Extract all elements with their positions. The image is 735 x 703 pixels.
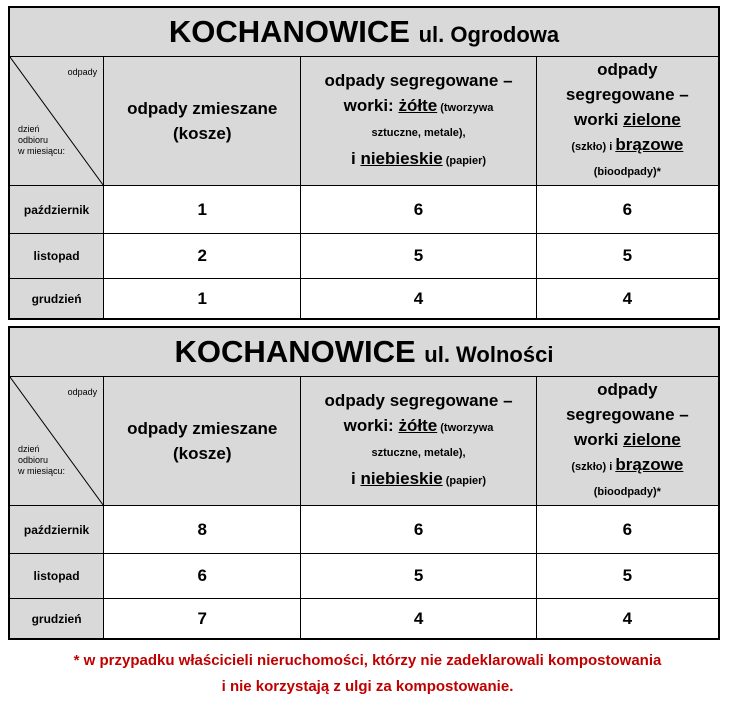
value-cell: 4 (536, 279, 718, 319)
col2-line4a: i (351, 469, 361, 488)
footnote-line-2: i nie korzystają z ulgi za kompostowanie. (221, 678, 514, 695)
col2-line4a: i (350, 149, 361, 168)
value-cell: 4 (301, 599, 536, 639)
col2-line3: sztuczne, metale), (371, 127, 466, 139)
title-sub: ul. Wolności (424, 342, 554, 367)
corner-top-label: odpady (67, 387, 98, 397)
value-cell: 7 (104, 599, 301, 639)
corner-bottom-label-1: dzień (18, 444, 40, 454)
col2-line2b: żółte (398, 96, 438, 115)
footnote (0, 648, 735, 700)
col-header-mixed (104, 57, 301, 186)
col3-line3a: worki (573, 110, 624, 129)
month-cell: listopad (10, 554, 104, 599)
schedule-table-wolnosci (8, 326, 720, 640)
col1-line1: odpady zmieszane (127, 419, 278, 438)
col3-line3a: worki (573, 430, 624, 449)
month-cell: październik (10, 506, 104, 554)
value-cell: 4 (301, 279, 536, 319)
month-cell: listopad (10, 234, 104, 279)
col2-line4b: niebieskie (360, 469, 443, 488)
col2-line2a: worki: (343, 96, 399, 115)
value-cell: 6 (536, 506, 718, 554)
corner-header (10, 57, 104, 186)
schedule-table-ogrodowa (8, 6, 720, 320)
corner-top-label: odpady (67, 67, 98, 77)
table-row (10, 234, 719, 279)
col-header-segregated-green-brown (536, 377, 718, 506)
value-cell: 6 (301, 186, 536, 234)
table-row (10, 279, 719, 319)
col1-line1: odpady zmieszane (127, 99, 278, 118)
col3-line5: (bioodpady)* (593, 166, 661, 178)
col-header-mixed (104, 377, 301, 506)
corner-bottom-label-2: odbioru (18, 455, 49, 465)
table-title (10, 328, 719, 377)
month-cell: październik (10, 186, 104, 234)
table-row (10, 599, 719, 639)
col-header-segregated-green-brown (536, 57, 718, 186)
col3-line2: segregowane – (565, 405, 689, 424)
col2-line4b: niebieskie (360, 149, 443, 168)
table-row (10, 554, 719, 599)
corner-bottom-label-1: dzień (18, 124, 40, 134)
table-title (10, 8, 719, 57)
table-row (10, 186, 719, 234)
col3-line2: segregowane – (565, 85, 689, 104)
col2-line2c: (tworzywa (437, 422, 494, 434)
col2-line3: sztuczne, metale), (371, 447, 466, 459)
month-cell: grudzień (10, 279, 104, 319)
col2-line1: odpady segregowane – (324, 71, 513, 90)
month-cell: grudzień (10, 599, 104, 639)
corner-header (10, 377, 104, 506)
value-cell: 8 (104, 506, 301, 554)
col3-line1: odpady (597, 60, 658, 79)
col3-line3b: zielone (623, 430, 681, 449)
value-cell: 6 (104, 554, 301, 599)
corner-bottom-label-2: odbioru (18, 135, 49, 145)
value-cell: 5 (301, 234, 536, 279)
value-cell: 6 (301, 506, 536, 554)
value-cell: 5 (301, 554, 536, 599)
col1-line2: (kosze) (172, 444, 232, 463)
col3-line3b: zielone (623, 110, 681, 129)
col2-line2a: worki: (343, 416, 399, 435)
col2-line4c: (papier) (442, 155, 487, 167)
value-cell: 6 (536, 186, 718, 234)
col3-line4a: (szkło) i (571, 461, 616, 473)
table-row (10, 506, 719, 554)
value-cell: 1 (104, 279, 301, 319)
title-main: KOCHANOWICE (168, 14, 410, 49)
col2-line1: odpady segregowane – (324, 391, 513, 410)
col3-line4b: brązowe (615, 135, 684, 154)
value-cell: 1 (104, 186, 301, 234)
col3-line4b: brązowe (615, 455, 684, 474)
col3-line1: odpady (597, 380, 658, 399)
value-cell: 2 (104, 234, 301, 279)
value-cell: 5 (536, 234, 718, 279)
corner-bottom-label-3: w miesiącu: (18, 146, 66, 156)
col2-line2c: (tworzywa (437, 102, 494, 114)
col-header-segregated-yellow-blue (301, 377, 536, 506)
col2-line4c: (papier) (442, 475, 487, 487)
footnote-line-1: * w przypadku właścicieli nieruchomości, którzy nie zadeklarowali kompostowania (73, 652, 662, 669)
value-cell: 5 (536, 554, 718, 599)
col-header-segregated-yellow-blue (301, 57, 536, 186)
col1-line2: (kosze) (172, 124, 232, 143)
title-main: KOCHANOWICE (174, 334, 416, 369)
corner-bottom-label-3: w miesiącu: (18, 466, 66, 476)
col3-line4a: (szkło) i (571, 141, 616, 153)
col2-line2b: żółte (398, 416, 438, 435)
title-sub: ul. Ogrodowa (418, 22, 560, 47)
value-cell: 4 (536, 599, 718, 639)
col3-line5: (bioodpady)* (593, 486, 661, 498)
